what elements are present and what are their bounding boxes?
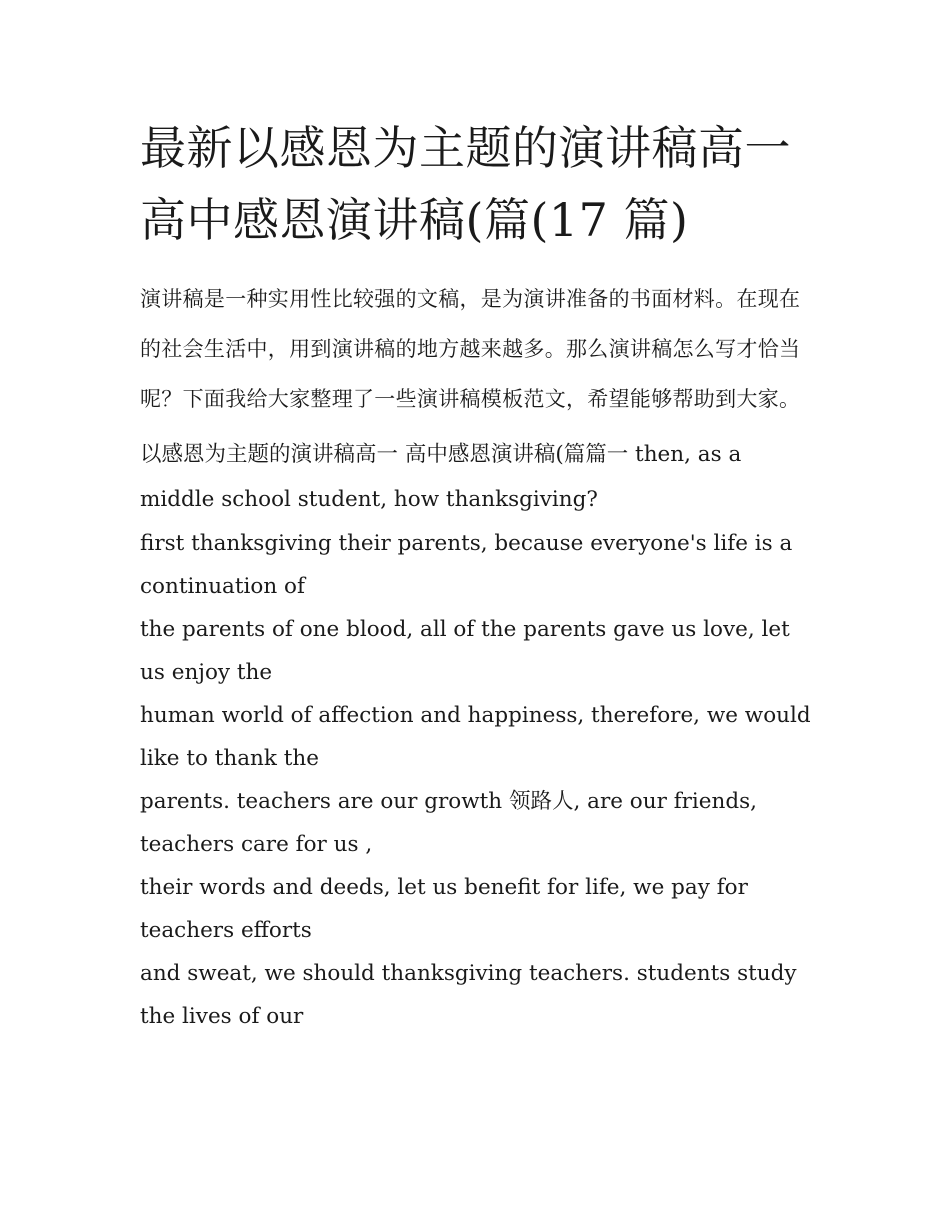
document-page [140,112,816,1038]
body-paragraph-4: human world of affection and happiness, therefore, we would like to thank the [140,703,811,771]
body-text [140,432,816,1038]
body-paragraph-6: their words and deeds, let us benefit for life, we pay for teachers efforts [140,875,748,943]
body-paragraph-2: first thanksgiving their parents, because everyone's life is a continuation of [140,531,793,599]
body-paragraph-3: the parents of one blood, all of the parents gave us love, let us enjoy the [140,617,790,685]
body-paragraph-1: 以感恩为主题的演讲稿高一 高中感恩演讲稿(篇篇一 then, as a middle school student, how thanksgiving? [140,442,742,512]
intro-paragraph: 演讲稿是一种实用性比较强的文稿，是为演讲准备的书面材料。在现在的社会生活中，用到演讲稿的地方越来越多。那么演讲稿怎么写才恰当呢？下面我给大家整理了一些演讲稿模板范文，希望能够帮助到大家。 [140,287,801,411]
body-paragraph-5: parents. teachers are our growth 领路人, are our friends, teachers care for us , [140,789,758,857]
body-paragraph-7: and sweat, we should thanksgiving teachers. students study the lives of our [140,961,797,1029]
document-title: 最新以感恩为主题的演讲稿高一 高中感恩演讲稿(篇(17 篇) [140,121,791,247]
